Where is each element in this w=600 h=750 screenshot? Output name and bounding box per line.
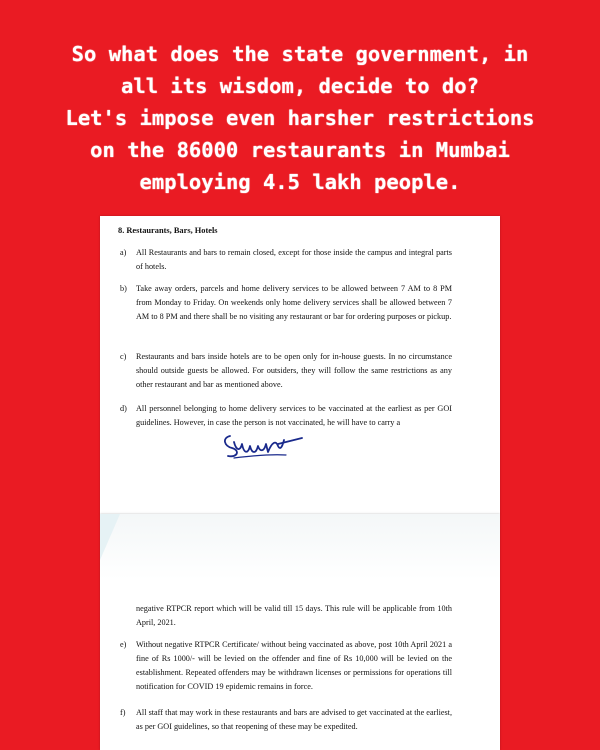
item-label: e) bbox=[120, 640, 127, 649]
document-page-1 bbox=[100, 216, 500, 514]
headline-line: all its wisdom, decide to do? bbox=[121, 74, 479, 98]
item-label: d) bbox=[120, 404, 127, 413]
item-text: All personnel belonging to home delivery services to be vaccinated at the earliest as per GOI guidelines. However, in case the person is not vaccinated, he will have to carry a bbox=[136, 404, 452, 427]
item-label: c) bbox=[120, 352, 127, 361]
page-fold bbox=[100, 514, 120, 560]
page-edge-shadow bbox=[100, 514, 500, 580]
section-heading: 8. Restaurants, Bars, Hotels bbox=[118, 226, 218, 235]
headline-caption bbox=[0, 38, 600, 198]
item-label: b) bbox=[120, 284, 127, 293]
handwritten-signature bbox=[220, 428, 310, 462]
item-text: All Restaurants and bars to remain closed, except for those inside the campus and integral parts of hotels. bbox=[136, 248, 452, 271]
document-page-2 bbox=[100, 514, 500, 750]
headline-line: on the 86000 restaurants in Mumbai bbox=[90, 138, 510, 162]
item-label: f) bbox=[120, 708, 126, 717]
item-text: Take away orders, parcels and home delivery services to be allowed between 7 AM to 8 PM from Monday to Friday. On weekends only home delivery services shall be allowed between 7 AM to 8 PM and there shall be no visiting any restaurant or bar for ordering purposes or pickup. bbox=[136, 284, 452, 321]
item-label: a) bbox=[120, 248, 127, 257]
item-text: All staff that may work in these restaurants and bars are advised to get vaccinated at the earliest, as per GOI guidelines, so that reopening of these may be expedited. bbox=[136, 708, 452, 731]
headline-line: employing 4.5 lakh people. bbox=[139, 170, 461, 194]
item-text: Without negative RTPCR Certificate/ without being vaccinated as above, post 10th April 2021 a fine of Rs 1000/- will be levied on the offender and fine of Rs 10,000 will be levied on the establishment. Repeated offenders may be withdrawn licenses or permissions for operations till notification for COVID 19 epidemic remains in force. bbox=[136, 640, 452, 691]
continuation-text: negative RTPCR report which will be valid till 15 days. This rule will be applicable from 10th April, 2021. bbox=[136, 604, 452, 627]
headline-line: Let's impose even harsher restrictions bbox=[65, 106, 535, 130]
headline-line: So what does the state government, in bbox=[71, 42, 529, 66]
item-text: Restaurants and bars inside hotels are to be open only for in-house guests. In no circumstance should outside guests be allowed. For outsiders, they will follow the same restrictions as any other restaurant and bar as mentioned above. bbox=[136, 352, 452, 389]
